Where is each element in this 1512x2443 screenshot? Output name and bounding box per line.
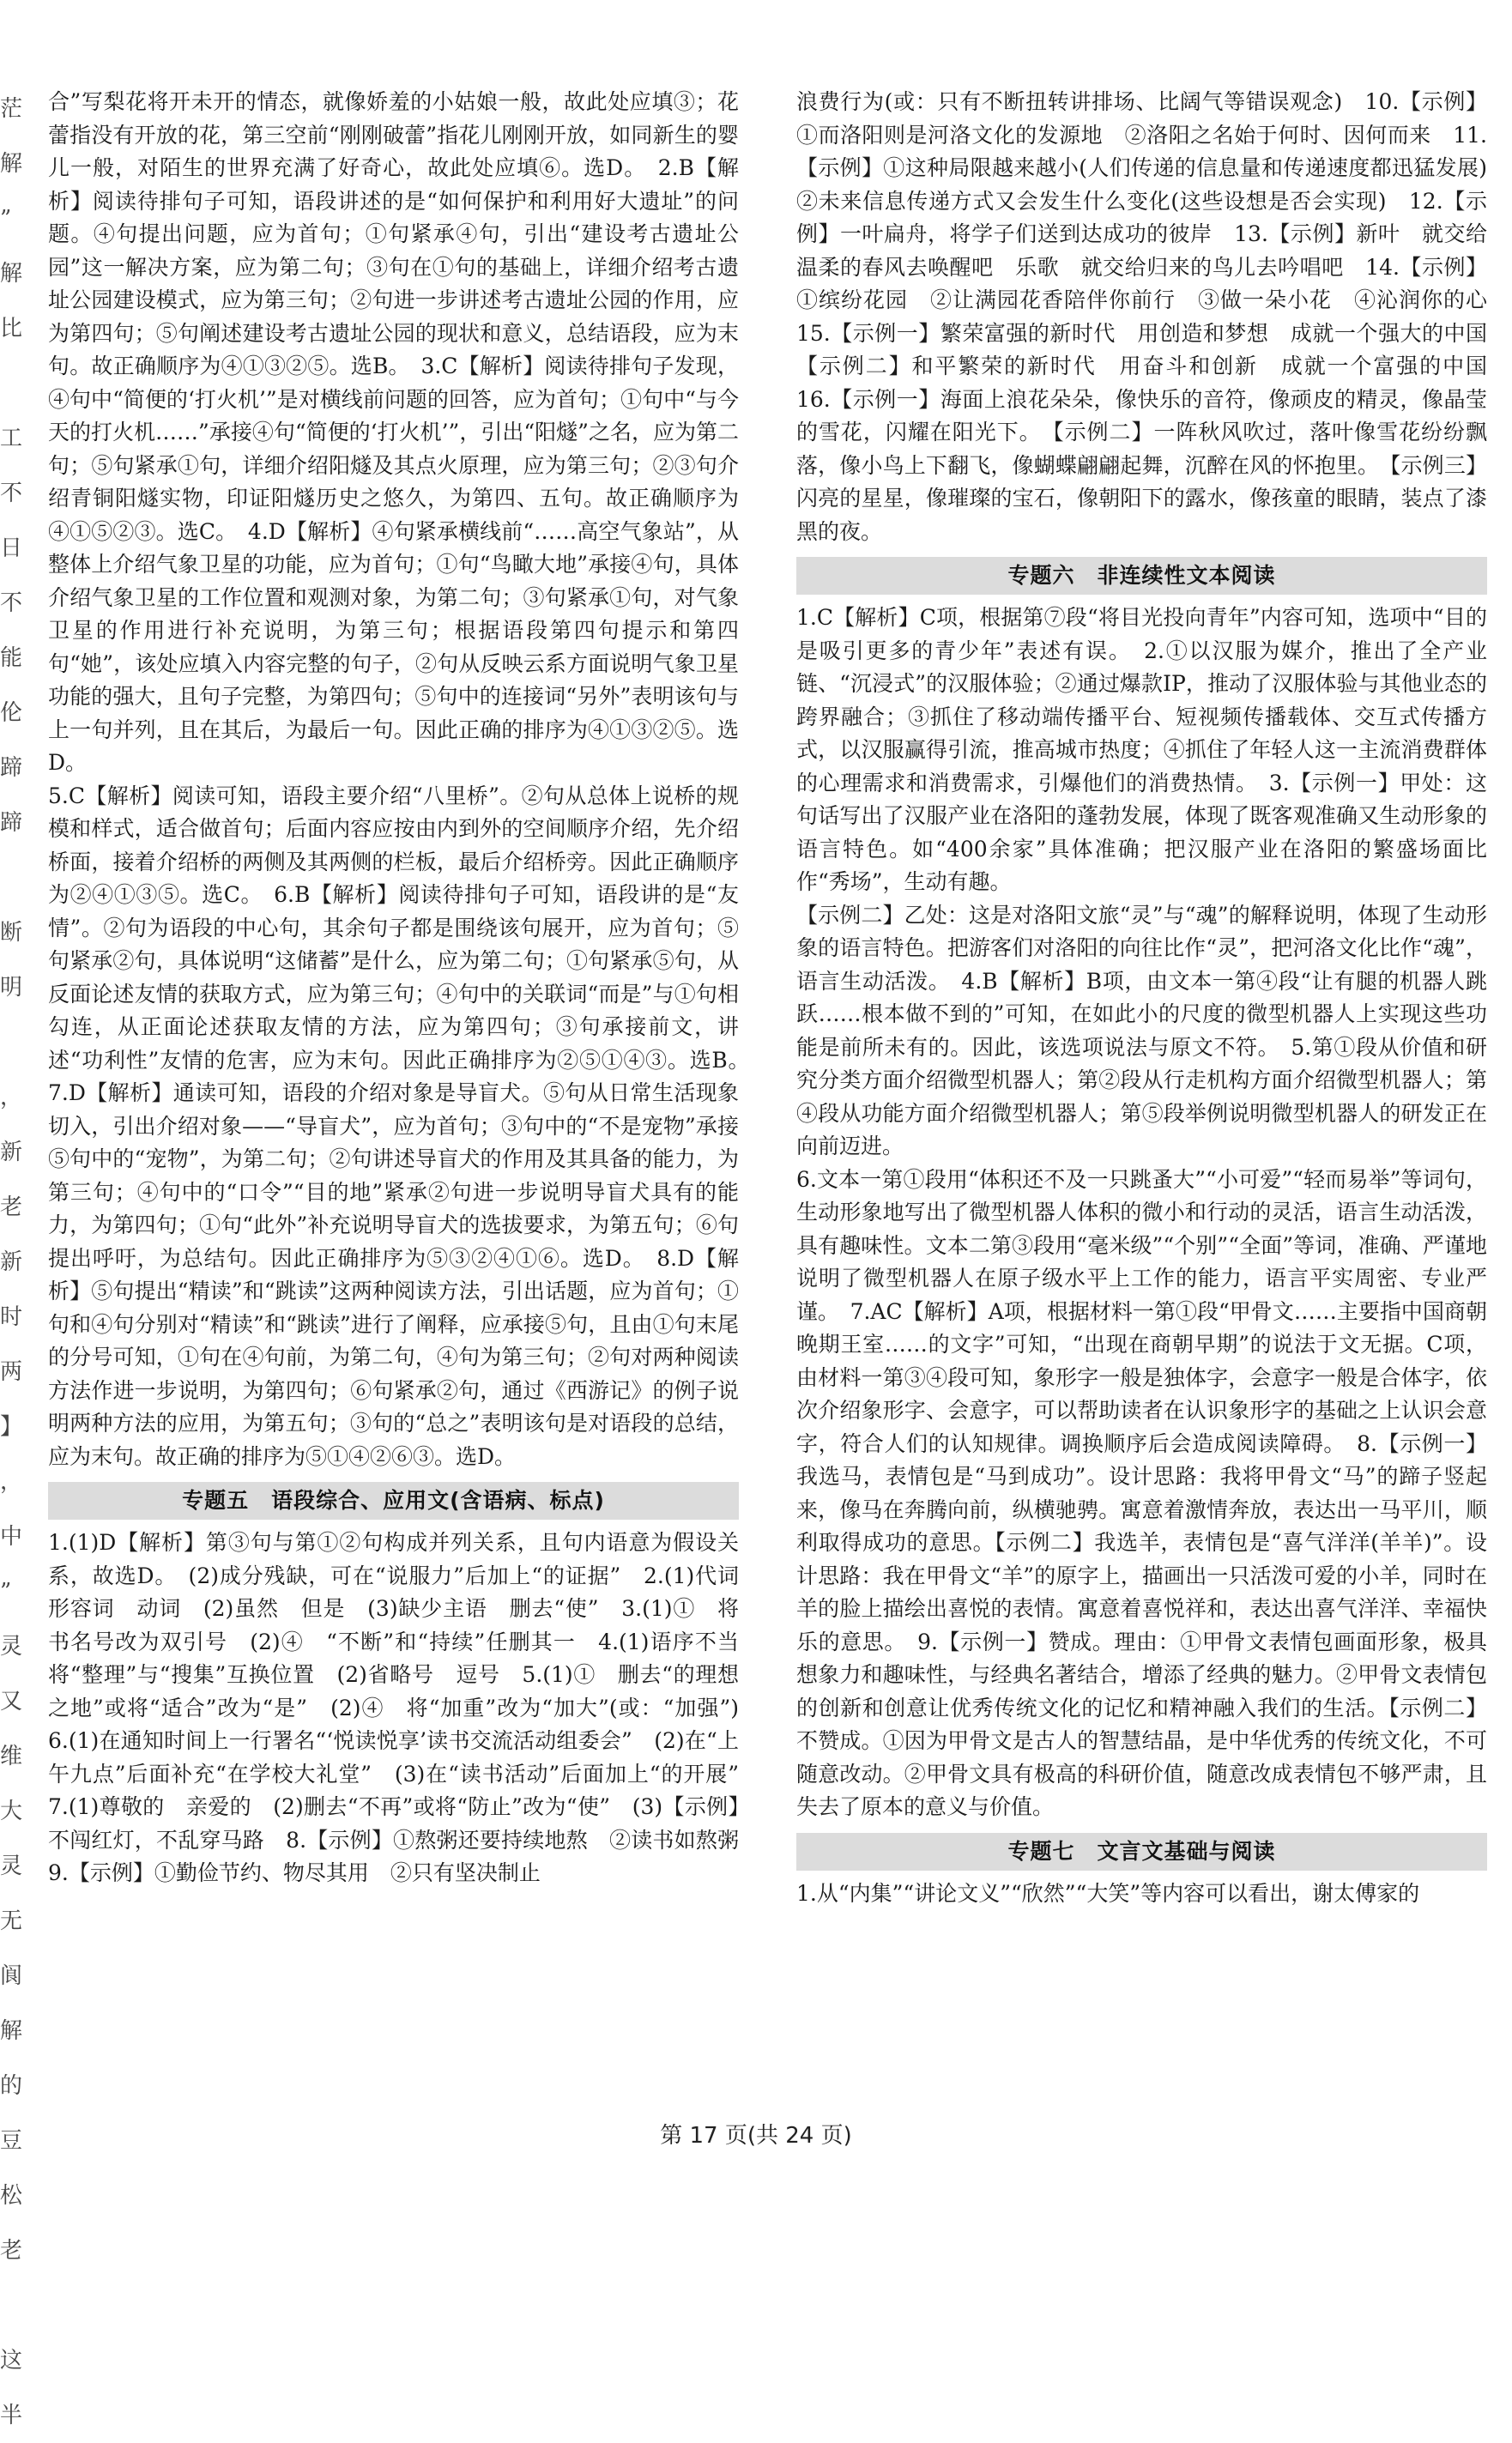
page-number: 第 17 页(共 24 页) [660, 2123, 852, 2149]
facing-page-char: 比 [0, 316, 23, 342]
facing-page-char: 解 [0, 2018, 23, 2044]
facing-page-char: 工 [0, 426, 23, 451]
facing-page-char: 断 [0, 920, 23, 946]
answers-continued: 合”写梨花将开未开的情态，就像娇羞的小姑娘一般，故此处应填③；花蕾指没有开放的花，第三空前“刚刚破蕾”指花儿刚刚开放，如同新生的婴儿一般，对陌生的世界充满了好奇心，故此处应填⑥。选D。 2.B【解析】阅读待排句子可知，语段讲述的是“如何保护和利用好大遗址”的问题。④句提出问题，应为首句；①句紧承④句，引出“建设考古遗址公园”这一解决方案，应为第二句；③句在①句的基础上，详细介绍考古遗址公园建设模式，应为第三句；②句进一步讲述考古遗址公园的作用，应为第四句；⑤句阐述建设考古遗址公园的现状和意义，总结语段，应为末句。故正确顺序为④①③②⑤。选B。 3.C【解析】阅读待排句子发现，④句中“简便的‘打火机’”是对横线前问题的回答，应为首句；①句中“与今天的打火机……”承接④句“简便的‘打火机’”，引出“阳燧”之名，应为第二句；⑤句紧承①句，详细介绍阳燧及其点火原理，应为第三句；②③句介绍青铜阳燧实物，印证阳燧历史之悠久，为第四、五句。故正确顺序为④①⑤②③。选C。 4.D【解析】④句紧承横线前“……高空气象站”，从整体上介绍气象卫星的功能，应为首句；①句“鸟瞰大地”承接④句，具体介绍气象卫星的工作位置和观测对象，为第二句；③句紧承①句，对气象卫星的作用进行补充说明，为第三句；根据语段第四句提示和第四句“她”，该处应填入内容完整的句子，②句从反映云系方面说明气象卫星功能的强大，且句子完整，为第四句；⑤句中的连接词“另外”表明该句与上一句并列，且在其后，为最后一句。因此正确的排序为④①③②⑤。选D。 [48, 89, 739, 775]
facing-page-char: 无 [0, 1908, 23, 1934]
facing-page-edge [0, 82, 24, 2428]
facing-page-char [0, 850, 24, 905]
facing-page-char: 半 [0, 2403, 23, 2428]
facing-page-char: ” [0, 206, 12, 232]
facing-page-char [0, 2278, 24, 2333]
facing-page-char: 的 [0, 2073, 23, 2099]
section-6-answers-1-3: 1.C【解析】C项，根据第⑦段“将目光投向青年”内容可知，选项中“目的是吸引更多的青少年”表述有误。 2.①以汉服为媒介，推出了全产业链、“沉浸式”的汉服体验；②通过爆款IP，推动了汉服体验与其他业态的跨界融合；③抓住了移动端传播平台、短视频传播载体、交互式传播方式，以汉服赢得引流，推高城市热度；④抓住了年轻人这一主流消费群体的心理需求和消费需求，引爆他们的消费热情。 3.【示例一】甲处：这句话写出了汉服产业在洛阳的蓬勃发展，体现了既客观准确又生动形象的语言特色。如“400余家”具体准确；把汉服产业在洛阳的繁盛场面比作“秀场”，生动有趣。 [796, 605, 1487, 894]
section-5-heading: 专题五 语段综合、应用文(含语病、标点) [48, 1482, 739, 1520]
left-column [48, 86, 761, 2085]
facing-page-char: 蹄 [0, 755, 23, 781]
facing-page-char: 老 [0, 1194, 23, 1220]
facing-page-char: 不 [0, 481, 23, 506]
section-6-answers-3-5: 【示例二】乙处：这是对洛阳文旅“灵”与“魂”的解释说明，体现了生动形象的语言特色。把游客们对洛阳的向往比作“灵”，把河洛文化比作“魂”，语言生动活泼。 4.B【解析】B项，由文本一第④段“让有腿的机器人跳跃……根本做不到的”可知，在如此小的尺度的微型机器人上实现这些功能是前所未有的。因此，该选项说法与原文不符。 5.第①段从价值和研究分类方面介绍微型机器人；第②段从行走机构方面介绍微型机器人；第④段从功能方面介绍微型机器人；第⑤段举例说明微型机器人的研发正在向前迈进。 [796, 902, 1487, 1158]
facing-page-char: 解 [0, 261, 23, 287]
facing-page-char: 新 [0, 1140, 23, 1165]
facing-page-char: 蹄 [0, 810, 23, 836]
facing-page-char: 时 [0, 1304, 23, 1330]
facing-page-char: 这 [0, 2348, 23, 2373]
facing-page-char: 阆 [0, 1963, 23, 1989]
right-column [796, 86, 1509, 2085]
section-5-answers-continued: 浪费行为(或：只有不断扭转讲排场、比阔气等错误观念) 10.【示例】①而洛阳则是河洛文化的发源地 ②洛阳之名始于何时、因何而来 11.【示例】①这种局限越来越小(人们传递的信息量和传递速度都迅猛发展) ②未来信息传递方式又会发生什么变化(这些设想是否会实现) 12.【示例】一叶扁舟，将学子们送到达成功的彼岸 13.【示例】新叶 就交给温柔的春风去唤醒吧 乐歌 就交给归来的鸟儿去吟唱吧 14.【示例】①缤纷花园 ②让满园花香陪伴你前行 ③做一朵小花 ④沁润你的心 15.【示例一】繁荣富强的新时代 用创造和梦想 成就一个强大的中国 【示例二】和平繁荣的新时代 用奋斗和创新 成就一个富强的中国 16.【示例一】海面上浪花朵朵，像快乐的音符，像顽皮的精灵，像晶莹的雪花，闪耀在阳光下。 【示例二】一阵秋风吹过，落叶像雪花纷纷飘落，像小鸟上下翻飞，像蝴蝶翩翩起舞，沉醉在风的怀抱里。 【示例三】闪亮的星星，像璀璨的宝石，像朝阳下的露水，像孩童的眼睛，装点了漆黑的夜。 [796, 89, 1509, 544]
facing-page-char: 灵 [0, 1853, 23, 1879]
facing-page-char: 老 [0, 2238, 23, 2264]
facing-page-char: 中 [0, 1524, 23, 1550]
facing-page-char: 日 [0, 535, 23, 561]
facing-page-char: ， [0, 1085, 23, 1110]
section-7-answers: 1.从“内集”“讲论文义”“欣然”“大笑”等内容可以看出，谢太傅家的 [796, 1880, 1420, 1906]
facing-page-char: 】 [0, 1414, 23, 1440]
facing-page-char: 不 [0, 590, 23, 616]
section-5-answers: 1.(1)D【解析】第③句与第①②句构成并列关系，且句内语意为假设关系，故选D。 (2)成分残缺，可在“说服力”后加上“的证据” 2.(1)代词 形容词 动词 (2)虽然 但是 (3)缺少主语 删去“使” 3.(1)① 将书名号改为双引号 (2)④ “不断”和“持续”任删其一 4.(1)语序不当 将“整理”与“搜集”互换位置 (2)省略号 逗号 5.(1)① 删去“的理想之地”或将“适合”改为“是” (2)④ 将“加重”改为“加大”(或：“加强”) 6.(1)在通知时间上一行署名“‘悦读悦享’读书交流活动组委会” (2)在“上午九点”后面补充“在学校大礼堂” (3)在“读书活动”后面加上“的开展” 7.(1)尊敬的 亲爱的 (2)删去“不再”或将“防止”改为“使” (3)【示例】不闯红灯，不乱穿马路 8.【示例】①熬粥还要持续地熬 ②读书如熬粥 9.【示例】①勤俭节约、物尽其用 ②只有坚决制止 [48, 1530, 761, 1885]
facing-page-char [0, 1015, 24, 1070]
facing-page-char [0, 356, 24, 411]
facing-page-char: 两 [0, 1359, 23, 1385]
facing-page-char: 能 [0, 645, 23, 671]
facing-page-char: 伦 [0, 700, 23, 726]
facing-page-char: 维 [0, 1744, 23, 1769]
answers-5-8: 5.C【解析】阅读可知，语段主要介绍“八里桥”。②句从总体上说桥的规模和样式，适合做首句；后面内容应按由内到外的空间顺序介绍，先介绍桥面，接着介绍桥的两侧及其两侧的栏板，最后介绍桥旁。因此正确顺序为②④①③⑤。选C。 6.B【解析】阅读待排句子可知，语段讲的是“友情”。②句为语段的中心句，其余句子都是围绕该句展开，应为首句；⑤句紧承②句，具体说明“这储蓄”是什么，应为第二句；①句紧承⑤句，从反面论述友情的获取方式，应为第三句；④句中的关联词“而是”与①句相勾连，从正面论述获取友情的方法，应为第四句；③句承接前文，讲述“功利性”友情的危害，应为末句。因此正确排序为②⑤①④③。选B。 7.D【解析】通读可知，语段的介绍对象是导盲犬。⑤句从日常生活现象切入，引出介绍对象——“导盲犬”，应为首句；③句中的“不是宠物”承接⑤句中的“宠物”，为第二句；②句讲述导盲犬的作用及其具备的能力，为第三句；④句中的“口令”“目的地”紧承②句进一步说明导盲犬具有的能力，为第四句；①句“此外”补充说明导盲犬的选拔要求，为第五句；⑥句提出呼吁，为总结句。因此正确排序为⑤③②④①⑥。选D。 8.D【解析】⑤句提出“精读”和“跳读”这两种阅读方法，引出话题，应为首句；①句和④句分别对“精读”和“跳读”进行了阐释，应承接⑤句，且由①句末尾的分号可知，①句在④句前，为第二句，④句为第三句；②句对两种阅读方法作进一步说明，为第四句；⑥句紧承②句，通过《西游记》的例子说明两种方法的应用，为第五句；③句的“总之”表明该句是对语段的总结，应为末句。故正确的排序为⑤①④②⑥③。选D。 [48, 783, 761, 1469]
section-7-heading: 专题七 文言文基础与阅读 [796, 1833, 1487, 1871]
facing-page-char: 豆 [0, 2128, 23, 2154]
facing-page-char: 茫 [0, 96, 23, 122]
facing-page-char: 松 [0, 2183, 23, 2209]
facing-page-char: 明 [0, 975, 23, 1001]
facing-page-char: 解 [0, 151, 23, 177]
facing-page-char: 又 [0, 1689, 23, 1714]
facing-page-char: 灵 [0, 1634, 23, 1660]
facing-page-char: ， [0, 1469, 23, 1495]
section-6-answers-6-9: 6.文本一第①段用“体积还不及一只跳蚤大”“小可爱”“轻而易举”等词句，生动形象地写出了微型机器人体积的微小和行动的灵活，语言生动活泼，具有趣味性。文本二第③段用“毫米级”“个别”“全面”等词，准确、严谨地说明了微型机器人在原子级水平上工作的能力，语言平实周密、专业严谨。 7.AC【解析】A项，根据材料一第①段“甲骨文……主要指中国商朝晚期王室……的文字”可知，“出现在商朝早期”的说法于文无据。C项，由材料一第③④段可知，象形字一般是独体字，会意字一般是合体字，依次介绍象形字、会意字，可以帮助读者在认识象形字的基础之上认识会意字，符合人们的认知规律。调换顺序后会造成阅读障碍。 8.【示例一】我选马，表情包是“马到成功”。设计思路：我将甲骨文“马”的蹄子竖起来，像马在奔腾向前，纵横驰骋。寓意着激情奔放，表达出一马平川，顺利取得成功的意思。【示例二】我选羊，表情包是“喜气洋洋(羊羊)”。设计思路：我在甲骨文“羊”的原字上，描画出一只活泼可爱的小羊，同时在羊的脸上描绘出喜悦的表情。寓意着喜悦祥和，表达出喜气洋洋、幸福快乐的意思。 9.【示例一】赞成。理由：①甲骨文表情包画面形象，极具想象力和趣味性，与经典名著结合，增添了经典的魅力。②甲骨文表情包的创新和创意让优秀传统文化的记忆和精神融入我们的生活。【示例二】不赞成。①因为甲骨文是古人的智慧结晶，是中华优秀的传统文化，不可随意改动。②甲骨文具有极高的科研价值，随意改成表情包不够严肃，且失去了原本的意义与价值。 [796, 1166, 1487, 1819]
section-6-heading: 专题六 非连续性文本阅读 [796, 557, 1487, 595]
facing-page-char: 新 [0, 1249, 23, 1275]
facing-page-char: ” [0, 1579, 12, 1605]
facing-page-char: 大 [0, 1799, 23, 1824]
